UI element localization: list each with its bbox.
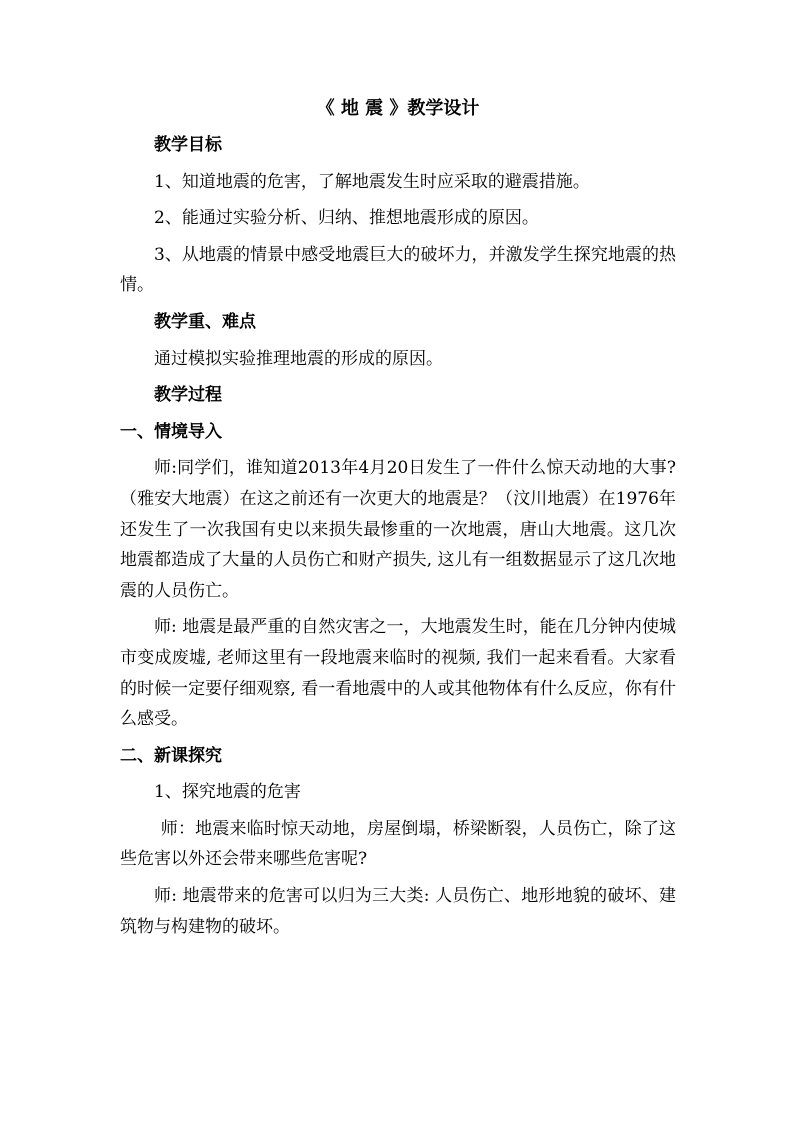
objective-item-2: 2、能通过实验分析、归纳、推想地震形成的原因。 (154, 208, 539, 229)
part1-paragraph-1: 师:同学们，谁知道2013年4月20日发生了一件什么惊天动地的大事?（雅安大地震）在这之前还有一次更大的地震是？（汶川地震）在1976年还发生了一次我国有史以来损失最惨重的一次地震，唐山大地震。这几次地震都造成了大量的人员伤亡和财产损失, 这儿有一组数据显示了这几次地震的人员伤亡。 (120, 458, 676, 601)
document-title: 《 地 震 》教学设计 (316, 98, 480, 119)
objectives-heading: 教学目标 (154, 135, 222, 155)
part1-paragraph-2: 师: 地震是最严重的自然灾害之一，大地震发生时，能在几分钟内使城市变成废墟, 老师这里有一段地震来临时的视频, 我们一起来看看。大家看的时候一定要仔细观察, 看一看地震中的人或其他物体有什么反应，你有什么感受。 (120, 617, 676, 730)
part2-paragraph-1: 师：地震来临时惊天动地，房屋倒塌，桥梁断裂，人员伤亡，除了这些危害以外还会带来哪些危害呢? (120, 818, 676, 870)
objective-item-3: 3、从地震的情景中感受地震巨大的破坏力，并激发学生探究地震的热情。 (120, 244, 676, 296)
part2-paragraph-2: 师: 地震带来的危害可以归为三大类: 人员伤亡、地形地貌的破坏、建筑物与构建物的破坏。 (120, 886, 676, 937)
objective-item-1: 1、知道地震的危害，了解地震发生时应采取的避震措施。 (154, 171, 590, 192)
part2-heading: 二、新课探究 (120, 745, 222, 766)
process-heading: 教学过程 (154, 385, 222, 406)
part2-subheading-1: 1、探究地震的危害 (154, 782, 301, 803)
key-points-heading: 教学重、难点 (154, 311, 256, 332)
key-points-text: 通过模拟实验推理地震的形成的原因。 (154, 348, 443, 369)
part1-heading: 一、情境导入 (120, 421, 222, 442)
document-body (120, 94, 676, 948)
